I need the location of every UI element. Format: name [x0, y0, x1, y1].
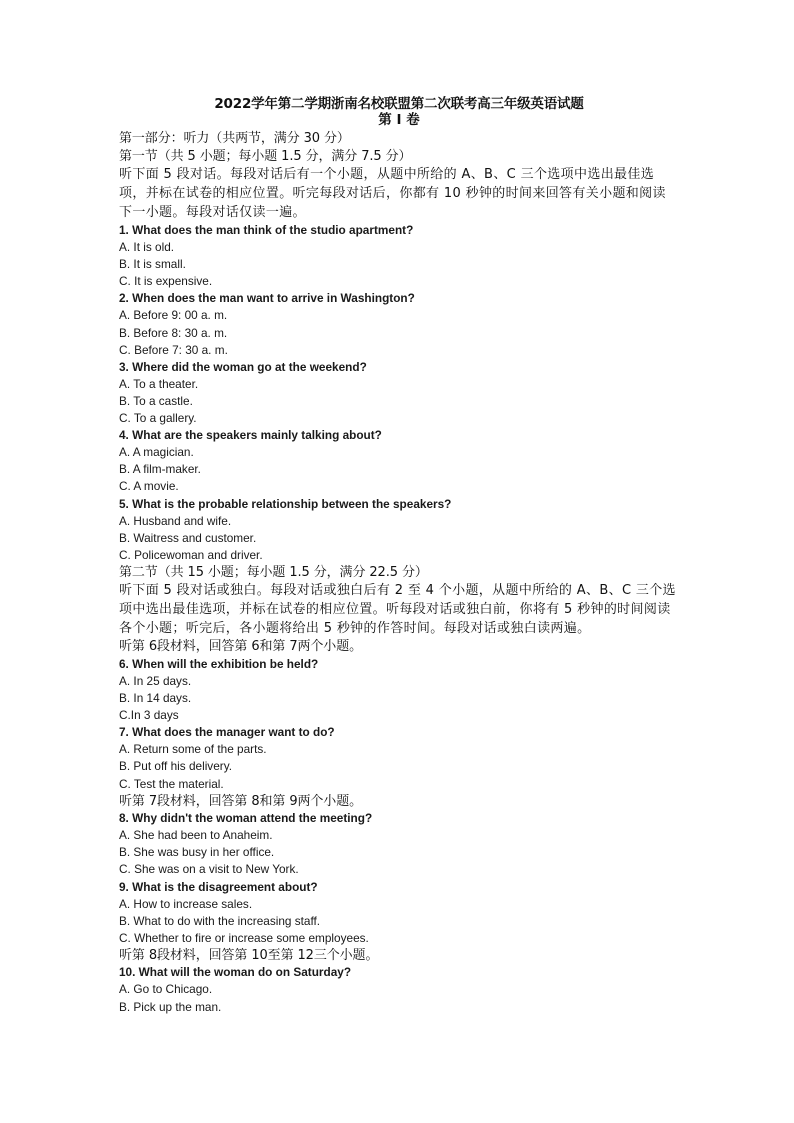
section2-instruction: 听下面 5 段对话或独白。每段对话或独白后有 2 至 4 个小题，从题中所给的 A、B、C 三个选项中选出最佳选项，并标在试卷的相应位置。听每段对话或独白前，你将有 5 秒钟的时间阅读各个小题；听完后，各小题将给出 5 秒钟的作答时间。每段对话或独白读两遍。	[119, 583, 676, 637]
question-3	[119, 359, 679, 427]
question-text: 4. What are the speakers mainly talking about?	[119, 428, 382, 443]
material-8-note: 听第 8段材料，回答第 10至第 12三个小题。	[119, 947, 379, 963]
volume-label: 第 I 卷	[378, 112, 420, 128]
option-a: A. In 25 days.	[119, 673, 192, 688]
question-text: 6. When will the exhibition be held?	[119, 656, 319, 671]
question-text: 1. What does the man think of the studio apartment?	[119, 223, 414, 237]
option-b: B. She was busy in her office.	[119, 845, 275, 860]
exam-page	[119, 96, 679, 1016]
option-c: C. It is expensive.	[119, 274, 213, 289]
section2-heading: 第二节（共 15 小题；每小题 1.5 分，满分 22.5 分）	[119, 564, 428, 580]
option-c: C. A movie.	[119, 479, 179, 494]
option-b: B. Before 8: 30 a. m.	[119, 325, 228, 340]
option-b: B. It is small.	[119, 257, 186, 272]
option-c: C. Policewoman and driver.	[119, 547, 263, 562]
option-a: A. To a theater.	[119, 376, 199, 391]
question-8	[119, 810, 679, 878]
question-5	[119, 496, 679, 564]
option-a: A. Return some of the parts.	[119, 742, 267, 757]
question-1	[119, 222, 679, 290]
option-b: B. What to do with the increasing staff.	[119, 913, 321, 928]
option-c: C. Test the material.	[119, 776, 224, 791]
question-text: 7. What does the manager want to do?	[119, 725, 335, 740]
option-b: B. A film-maker.	[119, 462, 201, 477]
section1-instruction: 听下面 5 段对话。每段对话后有一个小题，从题中所给的 A、B、C 三个选项中选出最佳选项，并标在试卷的相应位置。听完每段对话后，你都有 10 秒钟的时间来回答有关小题和阅读下一小题。每段对话仅读一遍。	[119, 167, 666, 220]
option-a: A. A magician.	[119, 445, 194, 460]
option-a: A. She had been to Anaheim.	[119, 828, 273, 843]
option-b: B. Pick up the man.	[119, 999, 222, 1014]
option-c: C. She was on a visit to New York.	[119, 862, 299, 877]
question-text: 5. What is the probable relationship between the speakers?	[119, 496, 452, 511]
exam-title: 2022学年第二学期浙南名校联盟第二次联考高三年级英语试题	[214, 96, 584, 112]
question-text: 9. What is the disagreement about?	[119, 879, 318, 894]
option-b: B. Put off his delivery.	[119, 759, 232, 774]
question-6	[119, 656, 679, 724]
question-7	[119, 724, 679, 792]
material-6-note: 听第 6段材料，回答第 6和第 7两个小题。	[119, 639, 363, 655]
option-a: A. How to increase sales.	[119, 896, 253, 911]
option-c: C.In 3 days	[119, 708, 179, 723]
option-c: C. Whether to fire or increase some employees.	[119, 930, 369, 945]
question-4	[119, 427, 679, 495]
section1-heading: 第一节（共 5 小题；每小题 1.5 分，满分 7.5 分）	[119, 148, 412, 164]
option-a: A. Before 9: 00 a. m.	[119, 308, 228, 323]
question-text: 8. Why didn't the woman attend the meeting?	[119, 811, 373, 826]
question-text: 2. When does the man want to arrive in Washington?	[119, 291, 415, 306]
part1-heading: 第一部分：听力（共两节，满分 30 分）	[119, 131, 350, 146]
question-2	[119, 290, 679, 358]
option-b: B. Waitress and customer.	[119, 530, 257, 545]
question-text: 3. Where did the woman go at the weekend?	[119, 359, 367, 374]
option-a: A. It is old.	[119, 240, 175, 255]
option-a: A. Husband and wife.	[119, 513, 232, 528]
option-b: B. To a castle.	[119, 393, 193, 408]
option-c: C. Before 7: 30 a. m.	[119, 342, 228, 357]
question-text: 10. What will the woman do on Saturday?	[119, 965, 352, 980]
option-a: A. Go to Chicago.	[119, 982, 213, 997]
material-7-note: 听第 7段材料，回答第 8和第 9两个小题。	[119, 793, 363, 809]
question-9	[119, 879, 679, 947]
option-c: C. To a gallery.	[119, 411, 197, 426]
question-10	[119, 964, 679, 1015]
option-b: B. In 14 days.	[119, 691, 192, 706]
